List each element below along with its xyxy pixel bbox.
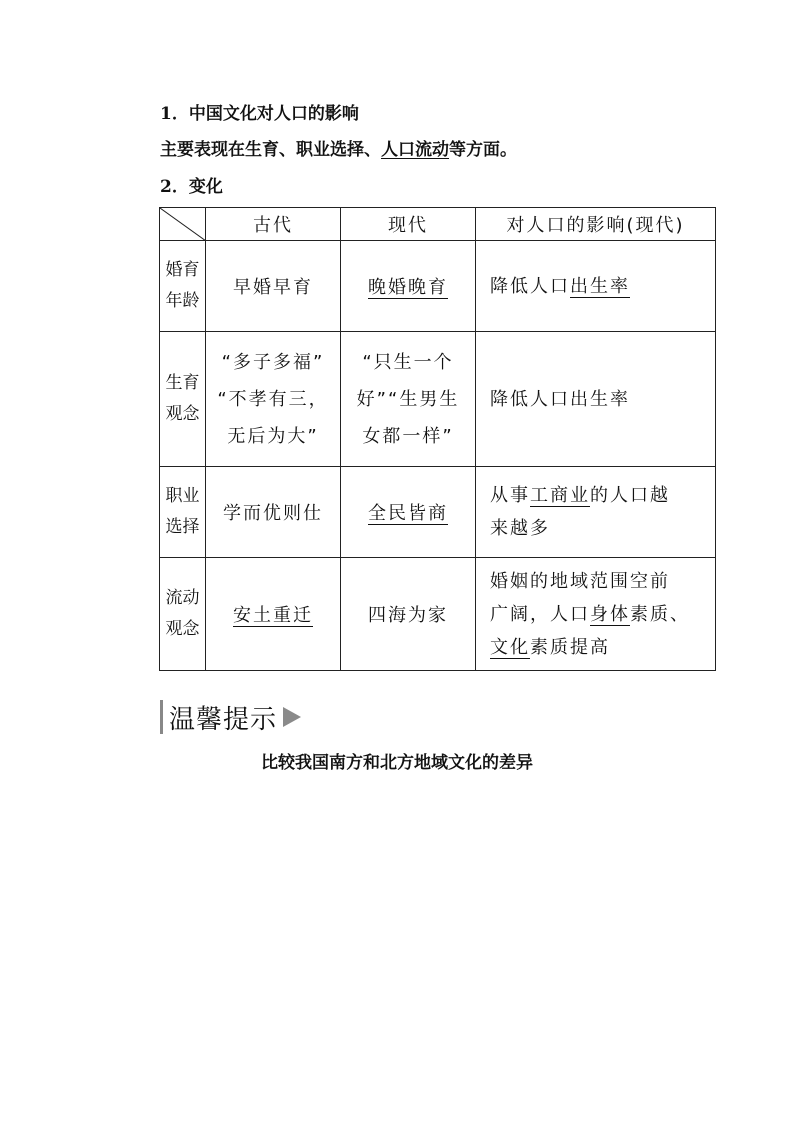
comparison-table (159, 207, 716, 671)
cell-impact (476, 241, 716, 332)
section-1-text-before: 主要表现在生育、职业选择、 (160, 140, 381, 160)
row-label-occupation (160, 467, 206, 558)
header-ancient: 古代 (206, 208, 341, 241)
tip-bar (160, 700, 163, 734)
impact-text: 降低人口 (490, 275, 570, 297)
cell-modern-underlined: 晚婚晚育 (368, 277, 448, 298)
row-label-line: 职业 (165, 486, 200, 506)
section-1-heading: 1．中国文化对人口的影响 (160, 104, 359, 124)
impact-underlined: 出生率 (570, 275, 630, 297)
impact-line (490, 631, 707, 664)
impact-underlined: 身体 (590, 603, 630, 625)
cell-modern (341, 241, 476, 332)
cell-modern: 四海为家 (341, 558, 476, 671)
impact-text: 广阔，人口 (490, 603, 590, 625)
row-label-mobility-concept (160, 558, 206, 671)
impact-text-after: 素质、 (630, 603, 690, 625)
row-label-marriage-age (160, 241, 206, 332)
cell-line: 无后为大” (227, 425, 319, 447)
cell-line: “只生一个 (362, 351, 454, 373)
header-modern: 现代 (341, 208, 476, 241)
cell-line: “多子多福” (221, 351, 325, 373)
section-1-text (160, 135, 517, 160)
cell-ancient: 早婚早育 (206, 241, 341, 332)
table-row (160, 332, 716, 467)
table-row (160, 467, 716, 558)
cell-ancient-underlined: 安土重迁 (233, 605, 313, 626)
diagonal-line-icon (160, 208, 206, 241)
cell-impact (476, 467, 716, 558)
cell-line: 好”“生男生 (356, 388, 460, 410)
header-impact: 对人口的影响(现代) (476, 208, 716, 241)
impact-text-after: 素质提高 (530, 636, 610, 658)
row-label-line: 生育 (165, 373, 200, 393)
row-label-line: 流动 (165, 588, 200, 608)
section-1-text-after: 等方面。 (449, 140, 517, 160)
impact-text: 从事 (490, 485, 530, 506)
impact-line (490, 479, 707, 512)
corner-cell (160, 208, 206, 241)
impact-underlined: 文化 (490, 636, 530, 658)
cell-modern-underlined: 全民皆商 (368, 503, 448, 524)
play-arrow-icon (281, 705, 303, 729)
impact-text-after: 的人口越 (590, 485, 670, 506)
section-2-heading: 2．变化 (160, 177, 223, 197)
table-header-row (160, 208, 716, 241)
tip-title: 温馨提示 (169, 704, 278, 735)
impact-underlined: 工商业 (530, 485, 590, 506)
impact-line: 婚姻的地域范围空前 (490, 570, 670, 592)
row-label-line: 年龄 (165, 291, 200, 311)
cell-modern (341, 332, 476, 467)
row-label-fertility-concept (160, 332, 206, 467)
cell-ancient (206, 558, 341, 671)
tip-banner (160, 699, 303, 735)
cell-line: “不孝有三， (217, 388, 329, 410)
table-row (160, 558, 716, 671)
cell-impact (476, 558, 716, 671)
impact-line: 来越多 (490, 518, 550, 539)
compare-title: 比较我国南方和北方地域文化的差异 (261, 753, 533, 773)
row-label-line: 观念 (165, 404, 200, 424)
section-1-text-underlined: 人口流动 (381, 140, 449, 160)
cell-line: 女都一样” (362, 425, 454, 447)
row-label-line: 婚育 (165, 260, 200, 280)
table-row (160, 241, 716, 332)
cell-ancient (206, 332, 341, 467)
row-label-line: 选择 (165, 517, 200, 537)
impact-line (490, 598, 707, 631)
cell-impact: 降低人口出生率 (476, 332, 716, 467)
cell-modern (341, 467, 476, 558)
cell-ancient: 学而优则仕 (206, 467, 341, 558)
row-label-line: 观念 (165, 619, 200, 639)
